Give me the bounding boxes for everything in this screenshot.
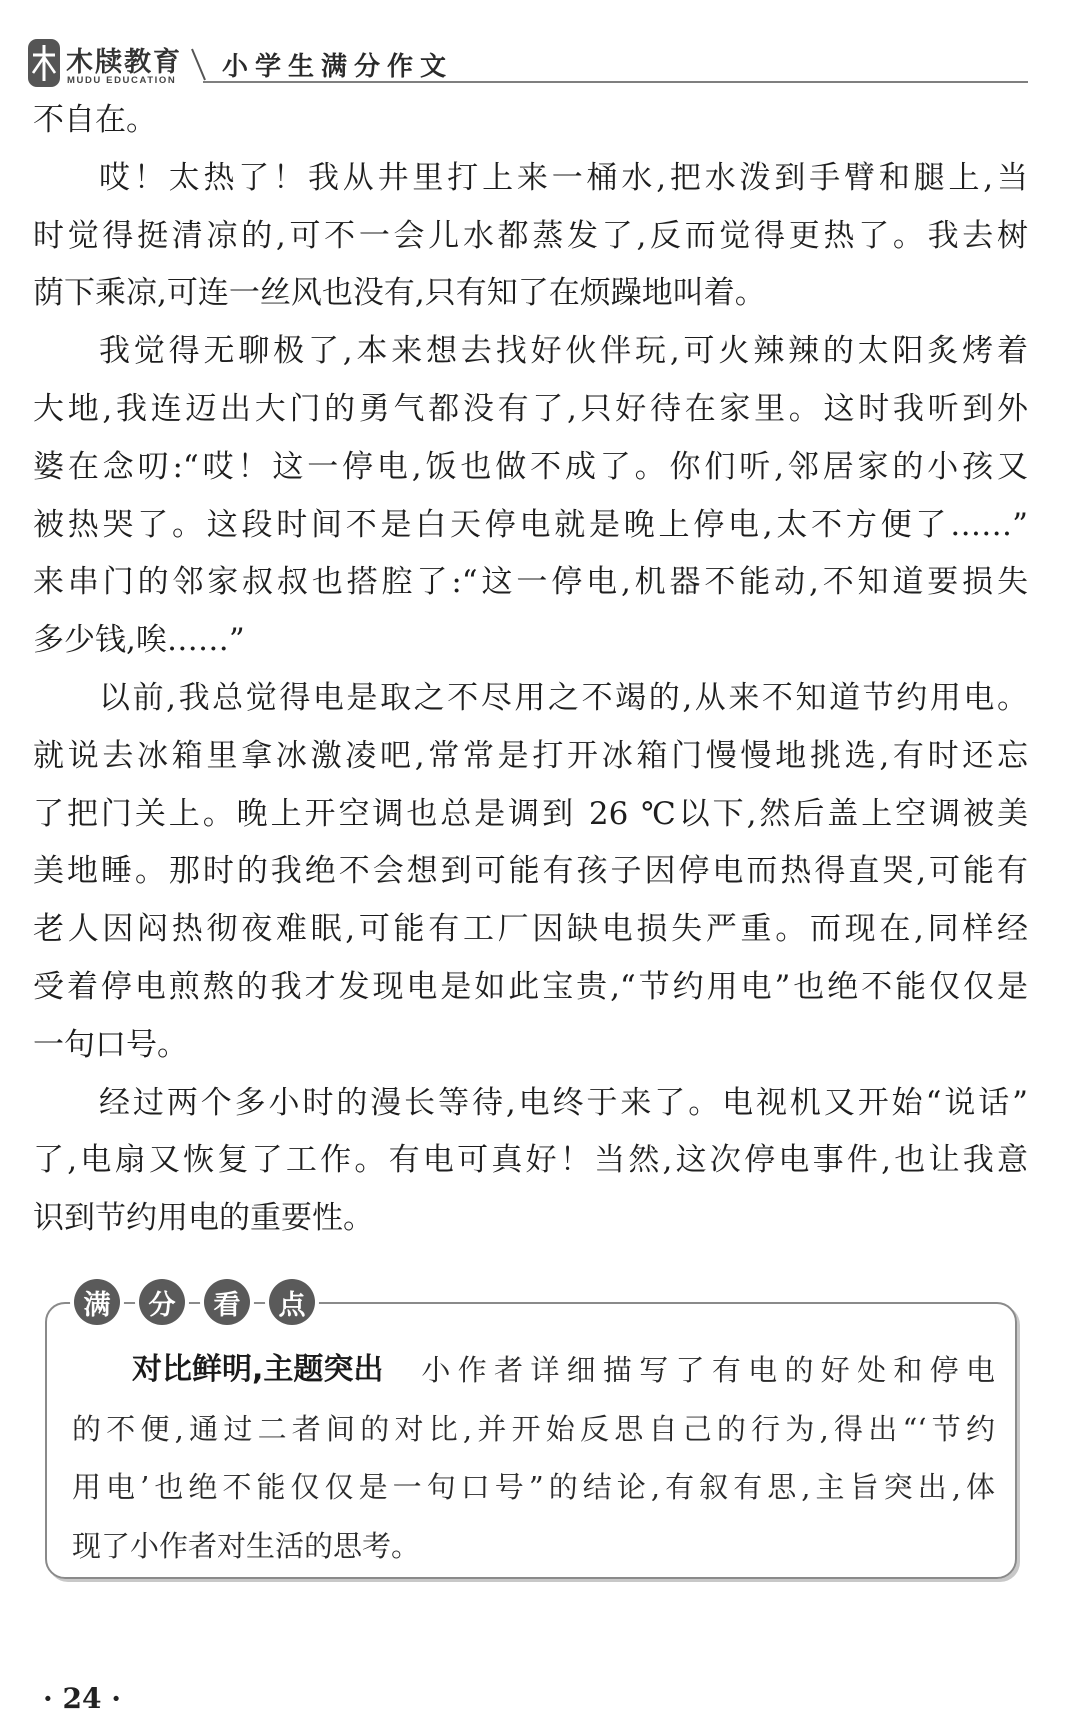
text-line: 老人因闷热彻夜难眠,可能有工厂因缺电损失严重。而现在,同样经 (33, 911, 1028, 948)
series-title: 小学生满分作文 (222, 52, 454, 82)
text-line: 了把门关上。晚上开空调也总是调到 26 ℃以下,然后盖上空调被美 (33, 795, 1028, 832)
text-line: 一句口号。 (33, 1026, 188, 1063)
paragraph (33, 323, 1028, 670)
text-line: 受着停电煎熬的我才发现电是如此宝贵,“节约用电”也绝不能仅仅是 (33, 968, 1028, 1005)
text-line: 经过两个多小时的漫长等待,电终于来了。电视机又开始“说话” (99, 1084, 1028, 1121)
text-line: 来串门的邻家叔叔也搭腔了:“这一停电,机器不能动,不知道要损失 (33, 564, 1028, 601)
text-line: 以前,我总觉得电是取之不尽用之不竭的,从来不知道节约用电。 (99, 679, 1028, 716)
text-line: 了,电扇又恢复了工作。有电可真好！当然,这次停电事件,也让我意 (33, 1142, 1028, 1179)
badge: 分 (139, 1279, 185, 1325)
logo-name: 木牍教育 (66, 47, 182, 78)
paragraph (33, 92, 1028, 150)
text-line: 荫下乘凉,可连一丝风也没有,只有知了在烦躁地叫着。 (33, 275, 766, 312)
text-line: 的不便,通过二者间的对比,并开始反思自己的行为,得出“‘节约 (72, 1411, 995, 1446)
paragraph (33, 150, 1028, 323)
badge: 点 (269, 1279, 315, 1325)
header-divider (0, 0, 1080, 100)
badge: 看 (204, 1279, 250, 1325)
text-line: 时觉得挺清凉的,可不一会儿水都蒸发了,反而觉得更热了。我去树 (33, 217, 1028, 254)
text-line: 现了小作者对生活的思考。 (72, 1529, 421, 1564)
text-line: 多少钱,唉……” (33, 622, 245, 659)
paragraph (33, 670, 1028, 1075)
text-line: 大地,我连迈出大门的勇气都没有了,只好待在家里。这时我听到外 (33, 390, 1028, 427)
text-line: 被热哭了。这段时间不是白天停电就是晚上停电,太不方便了……” (33, 506, 1028, 543)
article-body (33, 92, 1028, 1248)
commentary-text (72, 1341, 995, 1576)
text-line: 用电’也绝不能仅仅是一句口号”的结论,有叙有思,主旨突出,体 (72, 1470, 995, 1505)
text-line: 识到节约用电的重要性。 (33, 1200, 374, 1237)
text-line: 哎！太热了！我从井里打上来一桶水,把水泼到手臂和腿上,当 (99, 159, 1028, 196)
text-line: 我觉得无聊极了,本来想去找好伙伴玩,可火辣辣的太阳炙烤着 (99, 333, 1028, 370)
text-line: 不自在。 (33, 102, 157, 138)
commentary-heading: 对比鲜明,主题突出 (132, 1352, 384, 1387)
badge: 满 (74, 1279, 120, 1325)
paragraph (33, 1075, 1028, 1248)
commentary-badges (74, 1279, 315, 1325)
text-line: 婆在念叨:“哎！这一停电,饭也做不成了。你们听,邻居家的小孩又 (33, 448, 1028, 485)
commentary-first-line (72, 1341, 995, 1400)
page-number: · 24 · (43, 1682, 121, 1715)
commentary-box (45, 1302, 1017, 1579)
text-line: 就说去冰箱里拿冰激凌吧,常常是打开冰箱门慢慢地挑选,有时还忘 (33, 737, 1028, 774)
text-line: 小作者详细描写了有电的好处和停电 (421, 1353, 995, 1387)
logo-english-name: MUDU EDUCATION (67, 75, 177, 86)
text-line: 美地睡。那时的我绝不会想到可能有孩子因停电而热得直哭,可能有 (33, 853, 1028, 890)
